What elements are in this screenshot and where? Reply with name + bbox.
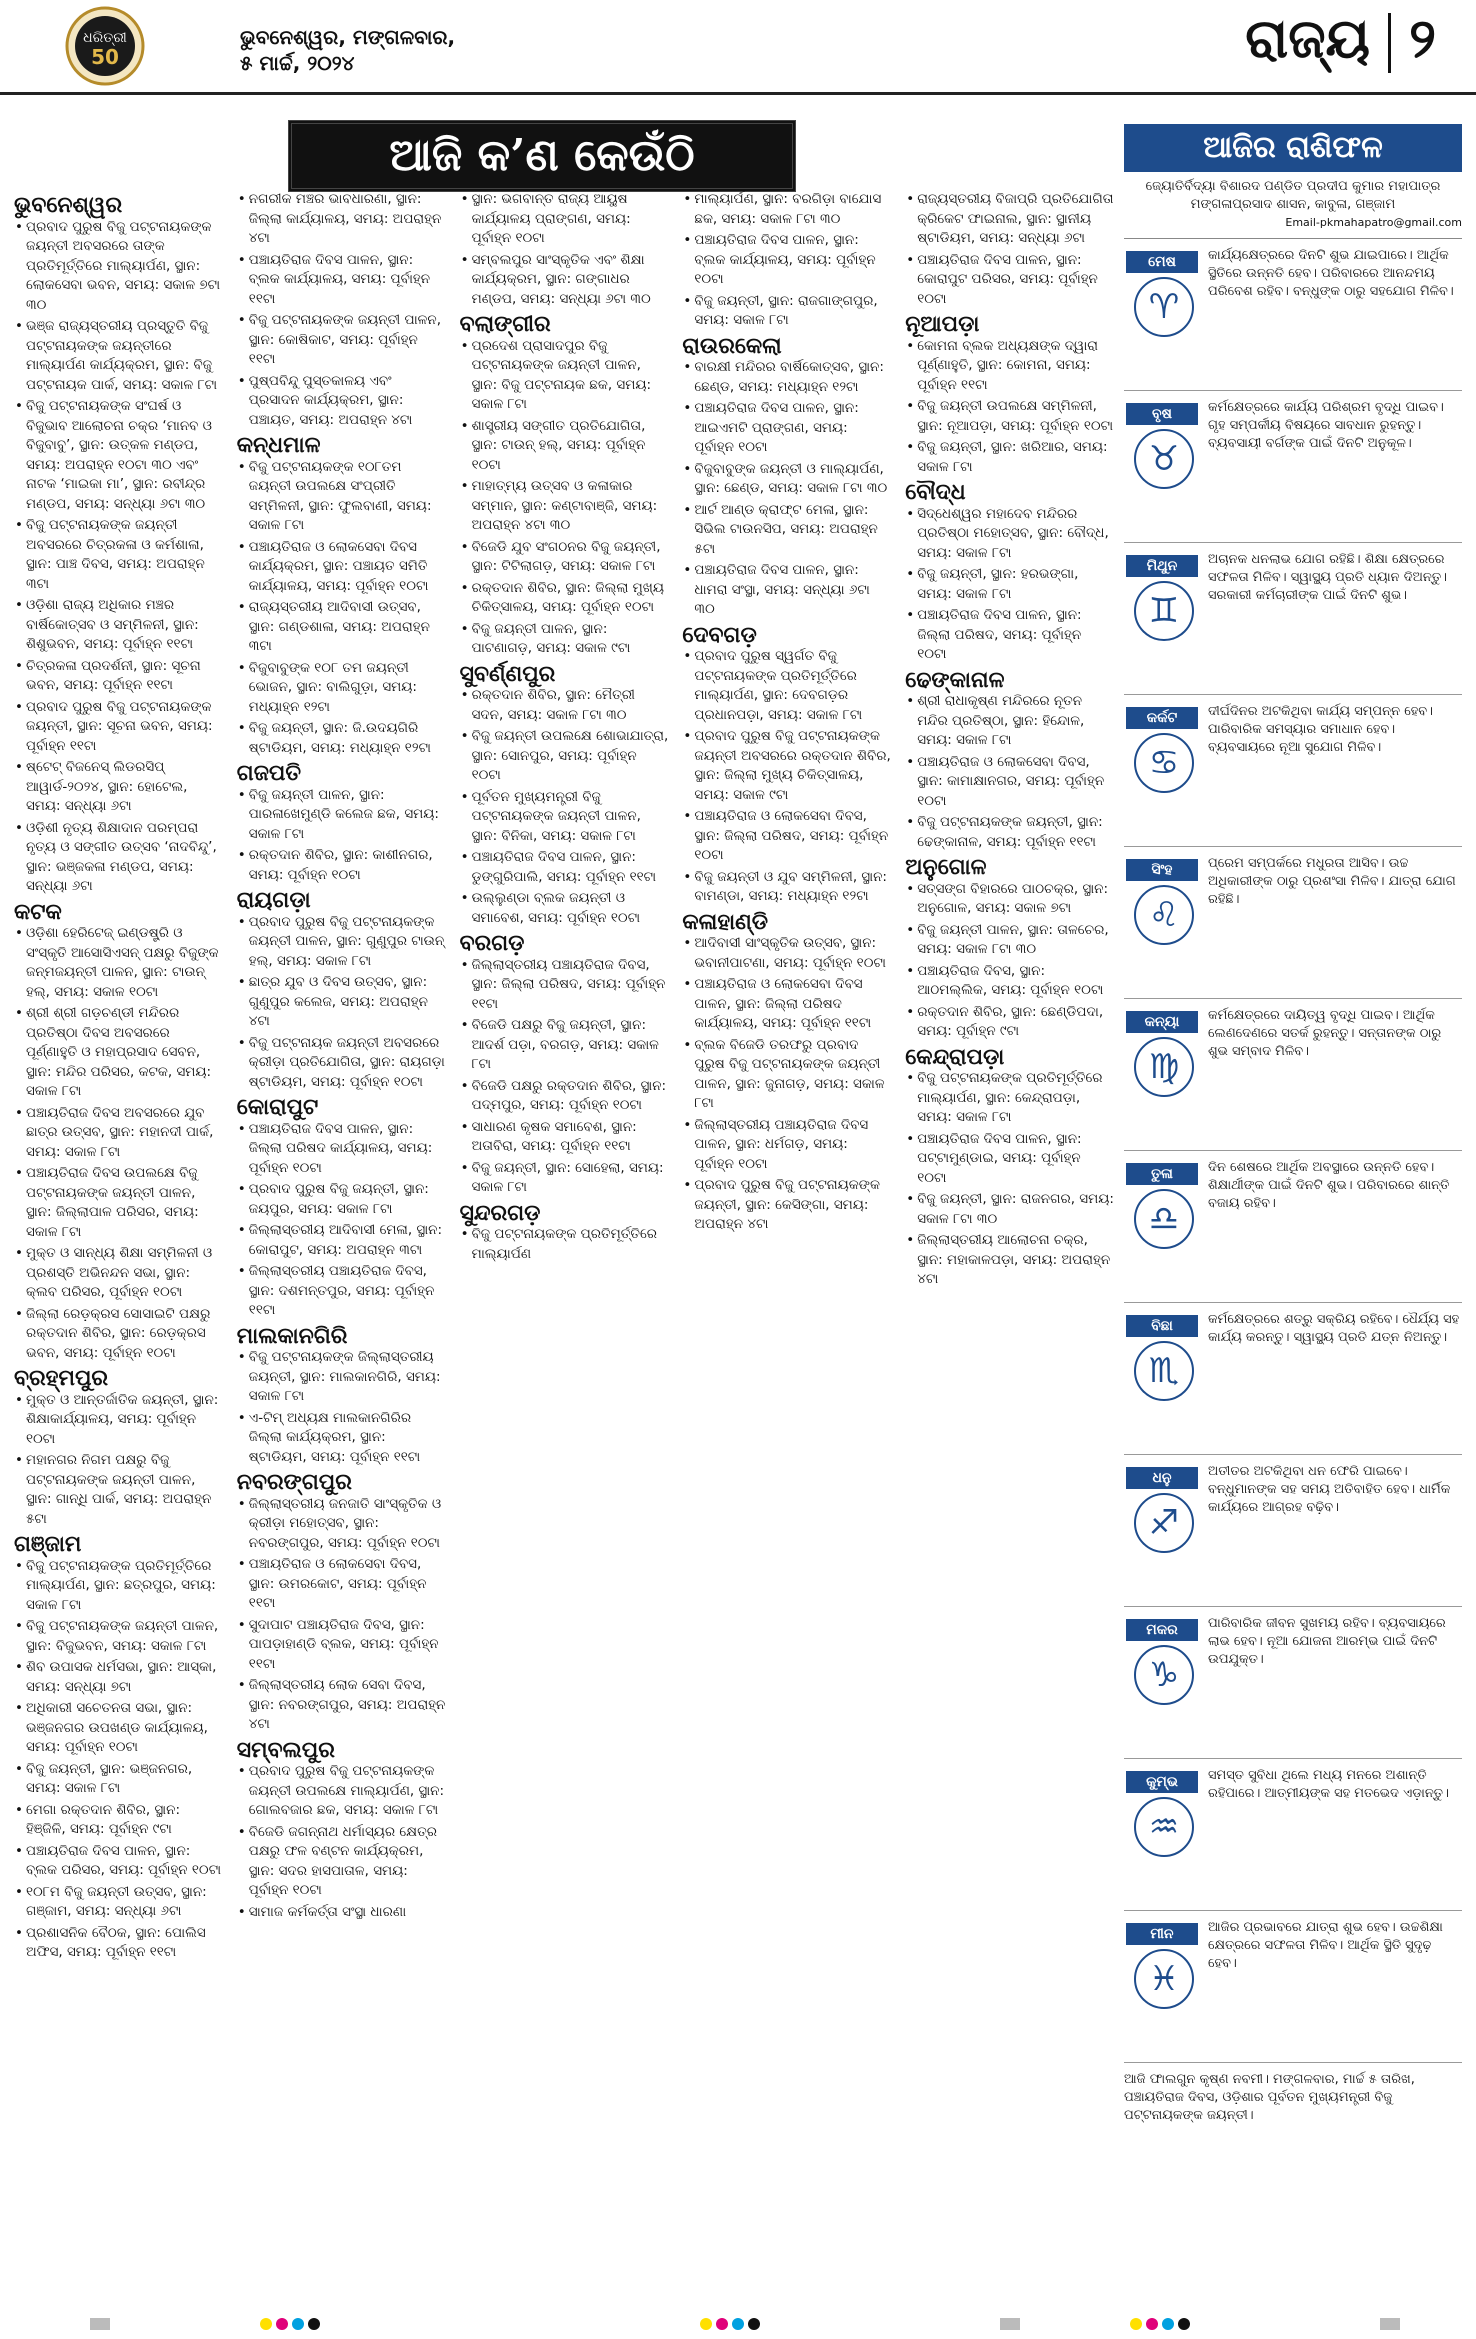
sign-forecast: ଅତୀତର ଅଟକିଥିବା ଧନ ଫେରି ପାଇବେ। ବନ୍ଧୁମାନଙ୍କ ସହ ସମୟ ଅତିବାହିତ ହେବ। ଧାର୍ମିକ କାର୍ଯ୍ୟରେ ଆଗ୍ରହ ବଢ଼ିବ। — [1208, 1464, 1451, 1515]
event-item: • ପଞ୍ଚାୟତିରାଜ ଦିବସ ପାଳନ, ସ୍ଥାନ: ଧାମରା ସଂସ୍ଥା, ସମୟ: ସନ୍ଧ୍ୟା ୬ଟା ୩୦ — [694, 561, 891, 620]
event-item: • ଜିଲ୍ଲାସ୍ତରୀୟ ପଞ୍ଚାୟତିରାଜ ଦିବସ ପାଳନ, ସ୍ଥାନ: ଧର୍ମଗଡ଼, ସମୟ: ପୂର୍ବାହ୍ନ ୧୦ଟା — [694, 1116, 891, 1175]
event-list — [905, 1069, 1114, 1290]
sign-entry — [1124, 1151, 1462, 1303]
event-list — [682, 934, 891, 1235]
district-heading: ସମ୍ବଲପୁର — [236, 1736, 335, 1763]
sign-forecast: ପାରିବାରିକ ଜୀବନ ସୁଖମୟ ରହିବ। ବ୍ୟବସାୟରେ ଲାଭ ହେବ। ନୂଆ ଯୋଜନା ଆରମ୍ଭ ପାଇଁ ଦିନଟି ଉପଯୁକ୍ତ। — [1208, 1616, 1446, 1667]
event-list — [460, 956, 669, 1198]
event-item: • ନଗରୀକ ମଞ୍ଚର ଭାବଧାରଣା, ସ୍ଥାନ: ଜିଲ୍ଲା କାର୍ଯ୍ୟାଳୟ, ସମୟ: ଅପରାହ୍ନ ୪ଟା — [249, 190, 446, 249]
color-registration-dot — [292, 2318, 304, 2330]
masthead — [0, 0, 1476, 95]
event-item: • ରକ୍ତଦାନ ଶିବିର, ସ୍ଥାନ: ଛେଣ୍ଡିପଦା, ସମୟ: ପୂର୍ବାହ୍ନ ୯ଟା — [917, 1003, 1114, 1042]
event-item: • ବିଜୁ ପଟ୍ଟନାୟକଙ୍କ ଜୟନ୍ତୀ ପାଳନ, ସ୍ଥାନ: ବିଜୁଭବନ, ସମୟ: ସକାଳ ୮ଟା — [26, 1617, 223, 1656]
event-list — [905, 880, 1114, 1042]
color-registration-dot — [1146, 2318, 1158, 2330]
event-item: • ବିଜୁ ଜୟନ୍ତୀ ପାଳନ, ସ୍ଥାନ: ତାଳଚେର, ସମୟ: ସକାଳ ୮ଟା ୩୦ — [917, 921, 1114, 960]
event-item: • ଅଧିକାରୀ ସଚେତନତା ସଭା, ସ୍ଥାନ: ଭଞ୍ଜନଗର ଉପଖଣ୍ଡ କାର୍ଯ୍ୟାଳୟ, ସମୟ: ପୂର୍ବାହ୍ନ ୧୦ଟା — [26, 1699, 223, 1758]
event-item: • ସମ୍ବଲପୁର ସାଂସ୍କୃତିକ ଏବଂ ଶିକ୍ଷା କାର୍ଯ୍ୟକ୍ରମ, ସ୍ଥାନ: ଗଙ୍ଗାଧର ମଣ୍ଡପ, ସମୟ: ସନ୍ଧ୍ୟା ୬ଟା ୩୦ — [472, 251, 669, 310]
district-heading: ବ୍ରହ୍ମପୁର — [14, 1365, 109, 1391]
event-item: • ବିଜୁ ଜୟନ୍ତୀ, ସ୍ଥାନ: ରାଜନଗର, ସମୟ: ସକାଳ ୮ଟା ୩୦ — [917, 1190, 1114, 1229]
district-heading: ଭୁବନେଶ୍ୱର — [14, 192, 123, 218]
title-separator — [1388, 13, 1391, 73]
event-item: • ଓଡ଼ିଶା ହେରିଟେଜ୍ ଇଣ୍ଡଷ୍ଟ୍ରି ଓ ସଂସ୍କୃତି ଆସୋସିଏସନ୍ ପକ୍ଷରୁ ବିଜୁଙ୍କ ଜନ୍ମଜୟନ୍ତୀ ପାଳନ, ସ୍ଥାନ: ଟାଉନ୍ ହଲ୍, ସମୟ: ସକାଳ ୧୦ଟା — [26, 924, 223, 1002]
event-item: • ଜିଲ୍ଲାସ୍ତରୀୟ ଆଲୋଚନା ଚକ୍ର, ସ୍ଥାନ: ମହାକାଳପଡ଼ା, ସମୟ: ଅପରାହ୍ନ ୪ଟା — [917, 1231, 1114, 1290]
event-item: • ସ୍ଥାନ: ଭଗବାନ୍ତ ରାଜ୍ୟ ଆୟୁଷ କାର୍ଯ୍ୟାଳୟ ପ୍ରାଙ୍ଗଣ, ସମୟ: ପୂର୍ବାହ୍ନ ୧୦ଟା — [472, 190, 669, 249]
event-list — [237, 1348, 446, 1467]
event-item: • ପଞ୍ଚାୟତିରାଜ ଦିବସ ପାଳନ, ସ୍ଥାନ: ଜିଲ୍ଲା ପରିଷଦ, ସମୟ: ପୂର୍ବାହ୍ନ ୧୦ଟା — [917, 606, 1114, 665]
credit-line-1: ଜ୍ୟୋତିର୍ବିଦ୍ୟା ବିଶାରଦ ପଣ୍ଡିତ ପ୍ରଦୀପ କୁମାର ମହାପାତ୍ର — [1145, 179, 1441, 194]
event-item: • ଉଲ୍ଲୁଣ୍ଡା ବ୍ଲକ ଜୟନ୍ତୀ ଓ ସମାବେଶ, ସମୟ: ପୂର୍ବାହ୍ନ ୧୦ଟା — [472, 889, 669, 928]
zodiac-icon: ♓ — [1134, 1949, 1194, 2009]
event-item: • ସାମାଜ କର୍ମକର୍ତ୍ତା ସଂସ୍ଥା ଧାରଣା — [249, 1903, 446, 1923]
district-heading: ନୂଆପଡ଼ା — [905, 311, 980, 337]
district-heading: ଦେବଗଡ଼ — [682, 621, 757, 648]
event-list — [237, 1495, 446, 1735]
color-registration-dot — [1162, 2318, 1174, 2330]
event-list — [14, 218, 223, 897]
gray-block-mark — [1000, 2318, 1020, 2330]
sign-entry — [1124, 695, 1462, 847]
event-item: • ବିଜୁ ପଟ୍ଟନାୟକଙ୍କ ପ୍ରତିମୂର୍ତ୍ତିରେ ମାଲ୍ୟାର୍ପଣ — [472, 1225, 669, 1264]
horoscope-credit — [1124, 172, 1462, 239]
district-heading: ସୁନ୍ଦରଗଡ଼ — [459, 1199, 541, 1226]
event-item: • ପୂର୍ବତନ ମୁଖ୍ୟମନ୍ତ୍ରୀ ବିଜୁ ପଟ୍ଟନାୟକଙ୍କ ଜୟନ୍ତୀ ପାଳନ, ସ୍ଥାନ: ବିନିକା, ସମୟ: ସକାଳ ୮ଟା — [472, 788, 669, 847]
event-list — [237, 913, 446, 1093]
event-item: • ଶିବ ଉପାସକ ଧର୍ମସଭା, ସ୍ଥାନ: ଆସ୍କା, ସମୟ: ସନ୍ଧ୍ୟା ୭ଟା — [26, 1658, 223, 1697]
event-item: • ପଞ୍ଚାୟତିରାଜ ଦିବସ ପାଳନ, ସ୍ଥାନ: ବ୍ଲକ କାର୍ଯ୍ୟାଳୟ, ସମୟ: ପୂର୍ବାହ୍ନ ୧୧ଟା — [249, 251, 446, 310]
panchang-note: ଆଜି ଫାଲଗୁନ କୃଷ୍ଣ ନବମୀ। ମଙ୍ଗଳବାର, ମାର୍ଚ୍ଚ ୫ ତାରିଖ, ପଞ୍ଚାୟତିରାଜ ଦିବସ, ଓଡ଼ିଶାର ପୂର୍ବତନ ମୁଖ୍ୟମନ୍ତ୍ରୀ ବିଜୁ ପଟ୍ଟନାୟକଙ୍କ ଜୟନ୍ତୀ। — [1124, 2072, 1415, 2123]
event-list — [14, 1557, 223, 1963]
event-item: • ବିଜୁ ଜୟନ୍ତୀ, ସ୍ଥାନ: ହରଭଙ୍ଗା, ସମୟ: ସକାଳ ୮ଟା — [917, 565, 1114, 604]
event-item: • ମୁକ୍ତ ଓ ସାନ୍ଧ୍ୟ ଶିକ୍ଷା ସମ୍ମିଳନୀ ଓ ପ୍ରଶସ୍ତି ଅଭିନନ୍ଦନ ସଭା, ସ୍ଥାନ: କ୍ଲବ ପରିସର, ପୂର୍ବାହ୍ନ ୧୦ଟା — [26, 1244, 223, 1303]
event-item: • ବିଜୁ ପଟ୍ଟନାୟକଙ୍କ ୧୦୮ତମ ଜୟନ୍ତୀ ଉପଲକ୍ଷେ ସଂପ୍ରୀତି ସମ୍ମିଳନୀ, ସ୍ଥାନ: ଫୁଲବାଣୀ, ସମୟ: ସକାଳ ୮ଟା — [249, 458, 446, 536]
event-item: • ବିଜୁ ପଟ୍ଟନାୟକଙ୍କ ଜିଲ୍ଲାସ୍ତରୀୟ ଜୟନ୍ତୀ, ସ୍ଥାନ: ମାଲକାନଗିରି, ସମୟ: ସକାଳ ୮ଟା — [249, 1348, 446, 1407]
sign-name-badge: ତୁଳା — [1126, 1163, 1198, 1185]
event-list — [905, 692, 1114, 852]
sign-name-badge: ମକର — [1126, 1619, 1198, 1641]
event-item: • ବିଜୁ ଜୟନ୍ତୀ ଉପଲକ୍ଷେ ସମ୍ମିଳନୀ, ସ୍ଥାନ: ନୂଆପଡ଼ା, ସମୟ: ପୂର୍ବାହ୍ନ ୧୦ଟା — [917, 397, 1114, 436]
district-heading: ବଲାଙ୍ଗୀର — [459, 311, 551, 337]
event-column — [905, 190, 1114, 2310]
date-line-1: ଭୁବନେଶ୍ୱର, ମଙ୍ଗଳବାର, — [240, 25, 456, 49]
event-item: • ପ୍ରବାଦ ପୁରୁଷ ସ୍ୱର୍ଗତ ବିଜୁ ପଟ୍ଟନାୟକଙ୍କ ପ୍ରତିମୂର୍ତ୍ତିରେ ମାଲ୍ୟାର୍ପଣ, ସ୍ଥାନ: ଦେବଗଡ଼ର ପ୍ରଧାନପଡ଼ା, ସମୟ: ସକାଳ ୮ଟା — [694, 647, 891, 725]
event-column — [237, 190, 446, 2310]
event-item: • ବିଜୁ ଜୟନ୍ତୀ, ସ୍ଥାନ: ଭଞ୍ଜନଗର, ସମୟ: ସକାଳ ୮ଟା — [26, 1760, 223, 1799]
event-item: • ପ୍ରବାଦ ପୁରୁଷ ବିଜୁ ପଟ୍ଟନାୟକଙ୍କ ଜୟନ୍ତୀ ଉପଲକ୍ଷେ ମାଲ୍ୟାର୍ପଣ, ସ୍ଥାନ: ଗୋଲବଜାର ଛକ, ସମୟ: ସକାଳ ୮ଟା — [249, 1762, 446, 1821]
sign-entry — [1124, 239, 1462, 391]
district-heading: ଗଜପତି — [236, 760, 302, 786]
event-item: • ଓଡ଼ିଶା ରାଜ୍ୟ ଅଧିକାର ମଞ୍ଚର ବାର୍ଷିକୋତ୍ସବ ଓ ସମ୍ମିଳନୀ, ସ୍ଥାନ: ଶିଶୁଭବନ, ସମୟ: ପୂର୍ବାହ୍ନ ୧୧ଟା — [26, 596, 223, 655]
newspaper-logo — [40, 6, 170, 86]
registration-marks — [0, 2316, 1476, 2332]
event-item: • ପୁଷ୍ପବିନ୍ଦୁ ପୁସ୍ତକାଳୟ ଏବଂ ପ୍ରସାଦନ କାର୍ଯ୍ୟକ୍ରମ, ସ୍ଥାନ: ପଞ୍ଚାୟତ, ସମୟ: ଅପରାହ୍ନ ୪ଟା — [249, 372, 446, 431]
banner-title: ଆଜି କ’ଣ କେଉଁଠି — [288, 120, 796, 192]
sign-forecast: ଅଚାନକ ଧନଲାଭ ଯୋଗ ରହିଛି। ଶିକ୍ଷା କ୍ଷେତ୍ରରେ ସଫଳତା ମିଳିବ। ସ୍ୱାସ୍ଥ୍ୟ ପ୍ରତି ଧ୍ୟାନ ଦିଅନ୍ତୁ। ସରକାରୀ କର୍ମଚାରୀଙ୍କ ପାଇଁ ଦିନଟି ଶୁଭ। — [1208, 552, 1447, 603]
event-item: • ଶ୍ରୀ ଶ୍ରୀ ଗଡ଼ଚଣ୍ଡୀ ମନ୍ଦିରର ପ୍ରତିଷ୍ଠା ଦିବସ ଅବସରରେ ପୂର୍ଣ୍ଣାହୁତି ଓ ମହାପ୍ରସାଦ ସେବନ, ସ୍ଥାନ: ମନ୍ଦିର ପରିସର, କଟକ, ସମୟ: ସକାଳ ୮ଟା — [26, 1004, 223, 1102]
event-item: • ବିଜୁ ପଟ୍ଟନାୟକଙ୍କ ଜୟନ୍ତୀ ପାଳନ, ସ୍ଥାନ: କୋଷିକାଟ, ସମୟ: ପୂର୍ବାହ୍ନ ୧୧ଟା — [249, 311, 446, 370]
sign-forecast: କର୍ମକ୍ଷେତ୍ରରେ ଦାୟିତ୍ୱ ବୃଦ୍ଧି ପାଇବ। ଆର୍ଥିକ ଲେଣଦେଣରେ ସତର୍କ ରୁହନ୍ତୁ। ସନ୍ତାନଙ୍କ ଠାରୁ ଶୁଭ ସମ୍ବାଦ ମିଳିବ। — [1208, 1008, 1442, 1059]
sign-entry — [1124, 543, 1462, 695]
zodiac-icon: ♉ — [1134, 429, 1194, 489]
event-item: • ବିଜୁ ଜୟନ୍ତୀ ପାଳନ, ସ୍ଥାନ: ପାରଳାଖେମୁଣ୍ଡି କଲେଜ ଛକ, ସମୟ: ସକାଳ ୮ଟା — [249, 786, 446, 845]
sign-entry — [1124, 1759, 1462, 1911]
event-item: • ବିଜୁ ପଟ୍ଟନାୟକଙ୍କ ଜୟନ୍ତୀ, ସ୍ଥାନ: ଢେଙ୍କାନାଳ, ସମୟ: ପୂର୍ବାହ୍ନ ୧୧ଟା — [917, 813, 1114, 852]
event-item: • ସାଧାରଣ କୃଷକ ସମାବେଶ, ସ୍ଥାନ: ଅତାବିରା, ସମୟ: ପୂର୍ବାହ୍ନ ୧୧ଟା — [472, 1118, 669, 1157]
svg-text:50: 50 — [91, 45, 119, 69]
district-heading: ଗଞ୍ଜାମ — [14, 1531, 82, 1557]
gray-block-mark — [1380, 2318, 1400, 2330]
event-item: • ପ୍ରଦେଶ ପ୍ରାସାଦପୁର ବିଜୁ ପଟ୍ଟନାୟକଙ୍କ ଜୟନ୍ତୀ ପାଳନ, ସ୍ଥାନ: ବିଜୁ ପଟ୍ଟନାୟକ ଛକ, ସମୟ: ସକାଳ ୮ଟା — [472, 337, 669, 415]
sign-name-badge: ବୃଷ — [1126, 403, 1198, 425]
sign-forecast: ଆଜିର ପ୍ରଭାବରେ ଯାତ୍ରା ଶୁଭ ହେବ। ଉଚ୍ଚଶିକ୍ଷା କ୍ଷେତ୍ରରେ ସଫଳତା ମିଳିବ। ଆର୍ଥିକ ସ୍ଥିତି ସୁଦୃଢ଼ ହେବ। — [1208, 1920, 1443, 1971]
event-item: • ପଞ୍ଚାୟତିରାଜ ଓ ଲୋକସେବା ଦିବସ ପାଳନ, ସ୍ଥାନ: ଜିଲ୍ଲା ପରିଷଦ କାର୍ଯ୍ୟାଳୟ, ସମୟ: ପୂର୍ବାହ୍ନ ୧୧ଟା — [694, 975, 891, 1034]
event-item: • ମେଗା ରକ୍ତଦାନ ଶିବିର, ସ୍ଥାନ: ହିଞ୍ଜିଳି, ସମୟ: ପୂର୍ବାହ୍ନ ୯ଟା — [26, 1801, 223, 1840]
district-heading: ସୁବର୍ଣ୍ଣପୁର — [459, 660, 556, 687]
district-heading: କଟକ — [14, 898, 62, 925]
sign-entry — [1124, 391, 1462, 543]
event-item: • ବିଜୁ ଜୟନ୍ତୀ ପାଳନ, ସ୍ଥାନ: ପାଟଣାଗଡ଼, ସମୟ: ସକାଳ ୯ଟା — [472, 620, 669, 659]
sign-entry — [1124, 1911, 1462, 2063]
sign-entry — [1124, 1303, 1462, 1455]
event-item: • ବିଜୁ ପଟ୍ଟନାୟକ ଜୟନ୍ତୀ ଅବସରରେ କ୍ରୀଡ଼ା ପ୍ରତିଯୋଗିତା, ସ୍ଥାନ: ରାୟଗଡ଼ା ଷ୍ଟାଡିୟମ, ସମୟ: ପୂର୍ବାହ୍ନ ୧୦ଟା — [249, 1034, 446, 1093]
event-item: • ଶ୍ରୀ ରାଧାକୃଷ୍ଣ ମନ୍ଦିରରେ ନୂତନ ମନ୍ଦିର ପ୍ରତିଷ୍ଠା, ସ୍ଥାନ: ହିନ୍ଦୋଳ, ସମୟ: ସକାଳ ୮ଟା — [917, 692, 1114, 751]
event-item: • ପଞ୍ଚାୟତିରାଜ ଓ ଲୋକସେବା ଦିବସ, ସ୍ଥାନ: ଉମରକୋଟ, ସମୟ: ପୂର୍ବାହ୍ନ ୧୧ଟା — [249, 1555, 446, 1614]
sign-name-badge: ସିଂହ — [1126, 859, 1198, 881]
event-list — [237, 190, 446, 430]
event-item: • ପଞ୍ଚାୟତିରାଜ ଦିବସ ଉପଲକ୍ଷେ ବିଜୁ ପଟ୍ଟନାୟକଙ୍କ ଜୟନ୍ତୀ ପାଳନ, ସ୍ଥାନ: ଜିଲ୍ଲାପାଳ ପରିସର, ସମୟ: ସକାଳ ୮ଟା — [26, 1164, 223, 1242]
event-item: • ପଞ୍ଚାୟତିରାଜ ଦିବସ ପାଳନ, ସ୍ଥାନ: ବ୍ଲକ କାର୍ଯ୍ୟାଳୟ, ସମୟ: ପୂର୍ବାହ୍ନ ୧୦ଟା — [694, 231, 891, 290]
sign-entry — [1124, 1607, 1462, 1759]
district-heading: ରାୟଗଡ଼ା — [236, 887, 311, 913]
event-list — [14, 1391, 223, 1530]
sign-name-badge: ଧନୁ — [1126, 1467, 1198, 1489]
event-item: • ଛାତ୍ର ଯୁବ ଓ ଦିବସ ଉତ୍ସବ, ସ୍ଥାନ: ଗୁଣୁପୁର କଲେଜ, ସମୟ: ଅପରାହ୍ନ ୪ଟା — [249, 973, 446, 1032]
event-item: • ବିଜୁ ଜୟନ୍ତୀ ଓ ଯୁବ ସମ୍ମିଳନୀ, ସ୍ଥାନ: ବାମଣ୍ଡା, ସମୟ: ମଧ୍ୟାହ୍ନ ୧୨ଟା — [694, 868, 891, 907]
event-item: • ବିଜେଡି ପକ୍ଷରୁ ବିଜୁ ଜୟନ୍ତୀ, ସ୍ଥାନ: ଆଦର୍ଶ ପଡ଼ା, ବରଗଡ଼, ସମୟ: ସକାଳ ୮ଟା — [472, 1016, 669, 1075]
event-item: • ମାହାତ୍ମ୍ୟ ଉତ୍ସବ ଓ କଳାକାର ସମ୍ମାନ, ସ୍ଥାନ: କଣ୍ଟାବାଞ୍ଜି, ସମୟ: ଅପରାହ୍ନ ୪ଟା ୩୦ — [472, 477, 669, 536]
district-heading: କୋରାପୁଟ — [236, 1094, 319, 1120]
event-item: • ଜିଲ୍ଲା ରେଡ଼କ୍ରସ ସୋସାଇଟି ପକ୍ଷରୁ ରକ୍ତଦାନ ଶିବିର, ସ୍ଥାନ: ରେଡ଼କ୍ରସ ଭବନ, ସମୟ: ପୂର୍ବାହ୍ନ ୧୦ଟା — [26, 1305, 223, 1364]
color-registration-dot — [260, 2318, 272, 2330]
event-list — [682, 647, 891, 907]
district-heading: ବୌଦ୍ଧ — [905, 479, 966, 505]
event-item: • ଜିଲ୍ଲାସ୍ତରୀୟ ଜନଜାତି ସାଂସ୍କୃତିକ ଓ କ୍ରୀଡ଼ା ମହୋତ୍ସବ, ସ୍ଥାନ: ନବରଙ୍ଗପୁର, ସମୟ: ପୂର୍ବାହ୍ନ ୧୦ଟା — [249, 1495, 446, 1554]
event-item: • ଭଞ୍ଜ ରାଜ୍ୟସ୍ତରୀୟ ପ୍ରସ୍ତୁତି ବିଜୁ ପଟ୍ଟନାୟକଙ୍କ ଜୟନ୍ତୀରେ ମାଲ୍ୟାର୍ପଣ କାର୍ଯ୍ୟକ୍ରମ, ସ୍ଥାନ: ବିଜୁ ପଟ୍ଟନାୟକ ପାର୍କ, ସମୟ: ସକାଳ ୮ଟା — [26, 317, 223, 395]
event-item: • ଜିଲ୍ଲାସ୍ତରୀୟ ଆଦିବାସୀ ମେଳା, ସ୍ଥାନ: କୋରାପୁଟ, ସମୟ: ଅପରାହ୍ନ ୩ଟା — [249, 1221, 446, 1260]
event-item: • ବିଜୁବାବୁଙ୍କ ୧୦୮ ତମ ଜୟନ୍ତୀ ଭୋଜନ, ସ୍ଥାନ: ବାଲିଗୁଡ଼ା, ସମୟ: ମଧ୍ୟାହ୍ନ ୧୨ଟା — [249, 659, 446, 718]
event-item: • ରକ୍ତଦାନ ଶିବିର, ସ୍ଥାନ: ଜିଲ୍ଲା ମୁଖ୍ୟ ଚିକିତ୍ସାଳୟ, ସମୟ: ପୂର୍ବାହ୍ନ ୧୦ଟା — [472, 579, 669, 618]
event-item: • ସତ୍ସଙ୍ଗ ବିହାରରେ ପାଠଚକ୍ର, ସ୍ଥାନ: ଅନୁଗୋଳ, ସମୟ: ସକାଳ ୭ଟା — [917, 880, 1114, 919]
zodiac-icon: ♒ — [1134, 1797, 1194, 1857]
event-item: • ପଞ୍ଚାୟତିରାଜ ଓ ଲୋକସେବା ଦିବସ, ସ୍ଥାନ: କାମାକ୍ଷାନଗର, ସମୟ: ପୂର୍ବାହ୍ନ ୧୦ଟା — [917, 753, 1114, 812]
page-number: ୨ — [1409, 6, 1436, 70]
event-item: • ପଞ୍ଚାୟତିରାଜ ଦିବସ ପାଳନ, ସ୍ଥାନ: ବ୍ଲକ ପରିସର, ସମୟ: ପୂର୍ବାହ୍ନ ୧୦ଟା — [26, 1842, 223, 1881]
event-item: • ବାରକ୍ଷୀ ମନ୍ଦିରର ବାର୍ଷିକୋତ୍ସବ, ସ୍ଥାନ: ଛେଣ୍ଡ, ସମୟ: ମଧ୍ୟାହ୍ନ ୧୨ଟା — [694, 358, 891, 397]
event-item: • ରାଜ୍ୟସ୍ତରୀୟ ଆଦିବାସୀ ଉତ୍ସବ, ସ୍ଥାନ: ଗଣ୍ଡଶାଳା, ସମୟ: ଅପରାହ୍ନ ୩ଟା — [249, 598, 446, 657]
district-heading: ରାଉରକେଲା — [682, 332, 782, 359]
district-heading: କନ୍ଧମାଳ — [236, 432, 321, 458]
event-list — [237, 458, 446, 759]
zodiac-icon: ♊ — [1134, 581, 1194, 641]
sign-name-badge: ମିଥୁନ — [1126, 555, 1198, 577]
district-heading: ନବରଙ୍ଗପୁର — [236, 1469, 352, 1495]
event-item: • ପ୍ରବାଦ ପୁରୁଷ ବିଜୁ ପଟ୍ଟନାୟକଙ୍କ ଜୟନ୍ତୀ ପାଳନ, ସ୍ଥାନ: ଗୁଣୁପୁର ଟାଉନ୍ ହଲ୍, ସମୟ: ସକାଳ ୮ଟା — [249, 913, 446, 972]
event-item: • ଚିତ୍ରକଳା ପ୍ରଦର୍ଶନୀ, ସ୍ଥାନ: ସୂଚନା ଭବନ, ସମୟ: ପୂର୍ବାହ୍ନ ୧୧ଟା — [26, 657, 223, 696]
event-item: • ପଞ୍ଚାୟତିରାଜ ଓ ଲୋକସେବା ଦିବସ କାର୍ଯ୍ୟକ୍ରମ, ସ୍ଥାନ: ପଞ୍ଚାୟତ ସମିତି କାର୍ଯ୍ୟାଳୟ, ସମୟ: ପୂର୍ବାହ୍ନ ୧୦ଟା — [249, 538, 446, 597]
district-heading: କେନ୍ଦ୍ରାପଡ଼ା — [905, 1043, 1005, 1070]
event-item: • ଜିଲ୍ଲାସ୍ତରୀୟ ପଞ୍ଚାୟତିରାଜ ଦିବସ, ସ୍ଥାନ: ଦଶମନ୍ତପୁର, ସମୟ: ପୂର୍ବାହ୍ନ ୧୧ଟା — [249, 1262, 446, 1321]
sign-name-badge: କୁମ୍ଭ — [1126, 1771, 1198, 1793]
zodiac-icon: ♎ — [1134, 1189, 1194, 1249]
sign-name-badge: ମୀନ — [1126, 1923, 1198, 1945]
color-registration-dot — [700, 2318, 712, 2330]
event-column — [460, 190, 669, 2310]
event-item: • ବିଜେଡି ଯୁବ ସଂଗଠନର ବିଜୁ ଜୟନ୍ତୀ, ସ୍ଥାନ: ଟିଟିଲାଗଡ଼, ସମୟ: ସକାଳ ୮ଟା — [472, 538, 669, 577]
event-item: • ଜିଲ୍ଲାସ୍ତରୀୟ ଲୋକ ସେବା ଦିବସ, ସ୍ଥାନ: ନବରଙ୍ଗପୁର, ସମୟ: ଅପରାହ୍ନ ୪ଟା — [249, 1676, 446, 1735]
section-name: ରାଜ୍ୟ — [1245, 6, 1371, 70]
color-registration-dot — [1130, 2318, 1142, 2330]
section-title — [1245, 6, 1436, 73]
color-registration-dot — [716, 2318, 728, 2330]
event-item: • ପଞ୍ଚାୟତିରାଜ ଦିବସ ପାଳନ, ସ୍ଥାନ: ଡୁଙ୍ଗୁରିପାଲି, ସମୟ: ପୂର୍ବାହ୍ନ ୧୧ଟା — [472, 848, 669, 887]
event-item: • ଏ-ଟିମ୍ ଅଧ୍ୟକ୍ଷ ମାଲକାନଗିରିର ଜିଲ୍ଲା କାର୍ଯ୍ୟକ୍ରମ, ସ୍ଥାନ: ଷ୍ଟାଡିୟମ, ସମୟ: ପୂର୍ବାହ୍ନ ୧୧ଟା — [249, 1409, 446, 1468]
sign-entry — [1124, 847, 1462, 999]
event-item: • ୧୦୮ମ ବିଜୁ ଜୟନ୍ତୀ ଉତ୍ସବ, ସ୍ଥାନ: ଗଞ୍ଜାମ, ସମୟ: ସନ୍ଧ୍ୟା ୬ଟା — [26, 1883, 223, 1922]
sign-forecast: ଦୀର୍ଘଦିନର ଅଟକିଥିବା କାର୍ଯ୍ୟ ସମ୍ପନ୍ନ ହେବ। ପାରିବାରିକ ସମସ୍ୟାର ସମାଧାନ ହେବ। ବ୍ୟବସାୟରେ ନୂଆ ସୁଯୋଗ ମିଳିବ। — [1208, 704, 1434, 755]
event-item: • ପଞ୍ଚାୟତିରାଜ ଦିବସ ପାଳନ, ସ୍ଥାନ: କୋରାପୁଟ ପରିସର, ସମୟ: ପୂର୍ବାହ୍ନ ୧୦ଟା — [917, 251, 1114, 310]
event-columns — [14, 190, 1114, 2310]
color-registration-dot — [732, 2318, 744, 2330]
event-item: • ପ୍ରଶାସନିକ ବୈଠକ, ସ୍ଥାନ: ପୋଲିସ ଅଫିସ, ସମୟ: ପୂର୍ବାହ୍ନ ୧୧ଟା — [26, 1924, 223, 1963]
event-item: • ବିଜୁବାବୁଙ୍କ ଜୟନ୍ତୀ ଓ ମାଲ୍ୟାର୍ପଣ, ସ୍ଥାନ: ଛେଣ୍ଡ, ସମୟ: ସକାଳ ୮ଟା ୩୦ — [694, 460, 891, 499]
event-item: • ପଞ୍ଚାୟତିରାଜ ଦିବସ ଅବସରରେ ଯୁବ ଛାତ୍ର ଉତ୍ସବ, ସ୍ଥାନ: ମହାନଦୀ ପାର୍କ, ସମୟ: ସକାଳ ୮ଟା — [26, 1104, 223, 1163]
event-column — [682, 190, 891, 2310]
event-item: • ସିଦ୍ଧେଶ୍ୱର ମହାଦେବ ମନ୍ଦିରର ପ୍ରତିଷ୍ଠା ମହୋତ୍ସବ, ସ୍ଥାନ: ବୌଦ୍ଧ, ସମୟ: ସକାଳ ୮ଟା — [917, 505, 1114, 564]
event-item: • ବିଜୁ ଜୟନ୍ତୀ, ସ୍ଥାନ: ସୋହେଲା, ସମୟ: ସକାଳ ୮ଟା — [472, 1159, 669, 1198]
color-registration-dot — [276, 2318, 288, 2330]
sign-name-badge: ମେଷ — [1126, 251, 1198, 273]
event-item: • ବିଜେଡି ଜଗନ୍ନାଥ ଧର୍ମାସ୍ୟର କ୍ଷେତ୍ର ପକ୍ଷରୁ ଫଳ ବଣ୍ଟନ କାର୍ଯ୍ୟକ୍ରମ, ସ୍ଥାନ: ସଦର ହାସପାତାଳ, ସମୟ: ପୂର୍ବାହ୍ନ ୧୦ଟା — [249, 1823, 446, 1901]
event-item: • ପ୍ରବାଦ ପୁରୁଷ ବିଜୁ ପଟ୍ଟନାୟକଙ୍କ ଜୟନ୍ତୀ, ସ୍ଥାନ: କେସିଙ୍ଗା, ସମୟ: ଅପରାହ୍ନ ୪ଟା — [694, 1176, 891, 1235]
credit-line-2: ମଙ୍ଗଳାପ୍ରସାଦ ଶାସନ, କାବୁଳା, ଗଞ୍ଜାମ — [1190, 197, 1396, 212]
district-heading: ମାଲକାନଗିରି — [236, 1322, 348, 1349]
zodiac-icon: ♋ — [1134, 733, 1194, 793]
event-item: • କୋମନା ବ୍ଲକ ଅଧ୍ୟକ୍ଷଙ୍କ ଦ୍ୱାରା ପୂର୍ଣ୍ଣାହୁତି, ସ୍ଥାନ: କୋମନା, ସମୟ: ପୂର୍ବାହ୍ନ ୧୧ଟା — [917, 337, 1114, 396]
sign-name-badge: କର୍କଟ — [1126, 707, 1198, 729]
event-item: • ବିଜୁ ପଟ୍ଟନାୟକଙ୍କ ଜୟନ୍ତୀ ଅବସରରେ ଚିତ୍ରକଳା ଓ କର୍ମଶାଳା, ସ୍ଥାନ: ପାଞ୍ଚ ଦିବସ, ସମୟ: ଅପରାହ୍ନ ୩ଟା — [26, 516, 223, 594]
sign-forecast: କର୍ମକ୍ଷେତ୍ରରେ ଶତ୍ରୁ ସକ୍ରିୟ ରହିବେ। ଧୈର୍ଯ୍ୟ ସହ କାର୍ଯ୍ୟ କରନ୍ତୁ। ସ୍ୱାସ୍ଥ୍ୟ ପ୍ରତି ଯତ୍ନ ନିଅନ୍ତୁ। — [1208, 1312, 1460, 1345]
zodiac-icon: ♈ — [1134, 277, 1194, 337]
event-item: • ବ୍ଲକ ବିଜେଡି ତରଫରୁ ପ୍ରବାଦ ପୁରୁଷ ବିଜୁ ପଟ୍ଟନାୟକଙ୍କ ଜୟନ୍ତୀ ପାଳନ, ସ୍ଥାନ: ଜୁନାଗଡ଼, ସମୟ: ସକାଳ ୮ଟା — [694, 1036, 891, 1114]
dateline — [240, 24, 455, 76]
event-item: • ବିଜୁ ଜୟନ୍ତୀ, ସ୍ଥାନ: ଖରିଆର, ସମୟ: ସକାଳ ୮ଟା — [917, 438, 1114, 477]
event-item: • ପ୍ରବାଦ ପୁରୁଷ ବିଜୁ ପଟ୍ଟନାୟକଙ୍କ ଜୟନ୍ତୀ ଅବସରରେ ତାଙ୍କ ପ୍ରତିମୂର୍ତ୍ତିରେ ମାଲ୍ୟାର୍ପଣ, ସ୍ଥାନ: ଲୋକସେବା ଭବନ, ସମୟ: ସକାଳ ୭ଟା ୩୦ — [26, 218, 223, 316]
event-list — [460, 1225, 669, 1264]
event-item: • ରାଜ୍ୟସ୍ତରୀୟ ବିଜାପ୍ରି ପ୍ରତିଯୋଗିତା କ୍ରିକେଟ ଫାଇନାଲ, ସ୍ଥାନ: ସ୍ଥାନୀୟ ଷ୍ଟାଡିୟମ, ସମୟ: ସନ୍ଧ୍ୟା ୬ଟା — [917, 190, 1114, 249]
zodiac-icon: ♐ — [1134, 1493, 1194, 1553]
event-item: • ପଞ୍ଚାୟତିରାଜ ଦିବସ ପାଳନ, ସ୍ଥାନ: ଆଇଏମଟି ପ୍ରାଙ୍ଗଣ, ସମୟ: ପୂର୍ବାହ୍ନ ୧୦ଟା — [694, 399, 891, 458]
event-item: • ବିଜୁ ଜୟନ୍ତୀ ଉପଲକ୍ଷେ ଶୋଭାଯାତ୍ରା, ସ୍ଥାନ: ସୋନପୁର, ସମୟ: ପୂର୍ବାହ୍ନ ୧୦ଟା — [472, 727, 669, 786]
zodiac-icon: ♑ — [1134, 1645, 1194, 1705]
sign-forecast: କାର୍ଯ୍ୟକ୍ଷେତ୍ରରେ ଦିନଟି ଶୁଭ ଯାଇପାରେ। ଆର୍ଥିକ ସ୍ଥିତିରେ ଉନ୍ନତି ହେବ। ପରିବାରରେ ଆନନ୍ଦମୟ ପରିବେଶ ରହିବ। ବନ୍ଧୁଙ୍କ ଠାରୁ ସହଯୋଗ ମିଳିବ। — [1208, 248, 1454, 299]
event-list — [905, 337, 1114, 478]
event-item: • ପ୍ରବାଦ ପୁରୁଷ ବିଜୁ ଜୟନ୍ତୀ, ସ୍ଥାନ: ଜୟପୁର, ସମୟ: ସକାଳ ୮ଟା — [249, 1180, 446, 1219]
event-item: • ବିଜେଡି ପକ୍ଷରୁ ରକ୍ତଦାନ ଶିବିର, ସ୍ଥାନ: ପଦ୍ମପୁର, ସମୟ: ପୂର୍ବାହ୍ନ ୧୦ଟା — [472, 1077, 669, 1116]
event-item: • ସୁଦାପାଟ ପଞ୍ଚାୟତିରାଜ ଦିବସ, ସ୍ଥାନ: ପାପଡ଼ାହାଣ୍ଡି ବ୍ଲକ, ସମୟ: ପୂର୍ବାହ୍ନ ୧୧ଟା — [249, 1616, 446, 1675]
gray-block-mark — [90, 2318, 110, 2330]
sign-forecast: ସମସ୍ତ ସୁବିଧା ଥିଲେ ମଧ୍ୟ ମନରେ ଅଶାନ୍ତି ରହିପାରେ। ଆତ୍ମୀୟଙ୍କ ସହ ମତଭେଦ ଏଡ଼ାନ୍ତୁ। — [1208, 1768, 1449, 1801]
sign-forecast: ପ୍ରେମ ସମ୍ପର୍କରେ ମଧୁରତା ଆସିବ। ଉଚ୍ଚ ଅଧିକାରୀଙ୍କ ଠାରୁ ପ୍ରଶଂସା ମିଳିବ। ଯାତ୍ରା ଯୋଗ ରହିଛି। — [1208, 856, 1456, 907]
event-item: • ମାଲ୍ୟାର୍ପଣ, ସ୍ଥାନ: ବରଗିଡ଼ା ବାଯୋସ ଛକ, ସମୟ: ସକାଳ ୮ଟା ୩୦ — [694, 190, 891, 229]
credit-email: Email-pkmahapatro@gmail.com — [1285, 216, 1462, 229]
event-column — [14, 190, 223, 2310]
event-list — [905, 505, 1114, 665]
event-list — [237, 786, 446, 886]
event-list — [14, 924, 223, 1363]
event-item: • ବିଜୁ ପଟ୍ଟନାୟକଙ୍କ ପ୍ରତିମୂର୍ତ୍ତିରେ ମାଲ୍ୟାର୍ପଣ, ସ୍ଥାନ: ଛତ୍ରପୁର, ସମୟ: ସକାଳ ୮ଟା — [26, 1557, 223, 1616]
district-heading: ଢେଙ୍କାନାଳ — [905, 666, 1005, 693]
event-item: • ପଞ୍ଚାୟତିରାଜ ଦିବସ ପାଳନ, ସ୍ଥାନ: ପଟ୍ଟାମୁଣ୍ଡାଇ, ସମୟ: ପୂର୍ବାହ୍ନ ୧୦ଟା — [917, 1130, 1114, 1189]
event-item: • ରକ୍ତଦାନ ଶିବିର, ସ୍ଥାନ: କାଶୀନଗର, ସମୟ: ପୂର୍ବାହ୍ନ ୧୦ଟା — [249, 846, 446, 885]
color-registration-dot — [1178, 2318, 1190, 2330]
event-list — [460, 190, 669, 309]
event-list — [460, 337, 669, 659]
sign-entry — [1124, 999, 1462, 1151]
event-item: • ମୁକ୍ତ ଓ ଆନ୍ତର୍ଜାତିକ ଜୟନ୍ତୀ, ସ୍ଥାନ: ଶିକ୍ଷାକାର୍ଯ୍ୟାଳୟ, ସମୟ: ପୂର୍ବାହ୍ନ ୧୦ଟା — [26, 1391, 223, 1450]
event-item: • ବିଜୁ ପଟ୍ଟନାୟକଙ୍କ ସଂଘର୍ଷ ଓ ବିଜୁଭାବ ଆଲୋଚନା ଚକ୍ର ‘ମାନବ ଓ ବିଜୁବାବୁ’, ସ୍ଥାନ: ଉତ୍କଳ ମଣ୍ଡପ, ସମୟ: ଅପରାହ୍ନ ୧୦ଟା ୩୦ ଏବଂ ନାଟକ ‘ମାଇକା ମା’, ସ୍ଥାନ: ରବୀନ୍ଦ୍ର ମଣ୍ଡପ, ସମୟ: ସନ୍ଧ୍ୟା ୬ଟା ୩୦ — [26, 397, 223, 514]
svg-text:ଧରିତ୍ରୀ: ଧରିତ୍ରୀ — [83, 30, 127, 46]
event-item: • ପଞ୍ଚାୟତିରାଜ ଦିବସ, ସ୍ଥାନ: ଆଠମଲ୍ଲିକ, ସମୟ: ପୂର୍ବାହ୍ନ ୧୦ଟା — [917, 962, 1114, 1001]
event-item: • ମହାନଗର ନିଗମ ପକ୍ଷରୁ ବିଜୁ ପଟ୍ଟନାୟକଙ୍କ ଜୟନ୍ତୀ ପାଳନ, ସ୍ଥାନ: ଗାନ୍ଧି ପାର୍କ, ସମୟ: ଅପରାହ୍ନ ୫ଟା — [26, 1451, 223, 1529]
event-item: • ଷ୍ଟେଟ୍ ବିଜନେସ୍ ଲିଡରସିପ୍ ଆୱାର୍ଡ-୨୦୨୪, ସ୍ଥାନ: ହୋଟେଲ, ସମୟ: ସନ୍ଧ୍ୟା ୬ଟା — [26, 758, 223, 817]
color-registration-dot — [748, 2318, 760, 2330]
event-item: • ପଞ୍ଚାୟତିରାଜ ଓ ଲୋକସେବା ଦିବସ, ସ୍ଥାନ: ଜିଲ୍ଲା ପରିଷଦ, ସମୟ: ପୂର୍ବାହ୍ନ ୧୦ଟା — [694, 807, 891, 866]
event-item: • ଆଦିବାସୀ ସାଂସ୍କୃତିକ ଉତ୍ସବ, ସ୍ଥାନ: ଭବାନୀପାଟଣା, ସମୟ: ପୂର୍ବାହ୍ନ ୧୦ଟା — [694, 934, 891, 973]
event-item: • ଜିଲ୍ଲାସ୍ତରୀୟ ପଞ୍ଚାୟତିରାଜ ଦିବସ, ସ୍ଥାନ: ଜିଲ୍ଲା ପରିଷଦ, ସମୟ: ପୂର୍ବାହ୍ନ ୧୧ଟା — [472, 956, 669, 1015]
sign-forecast: କର୍ମକ୍ଷେତ୍ରରେ କାର୍ଯ୍ୟ ପରିଶ୍ରମ ବୃଦ୍ଧି ପାଇବ। ଗୃହ ସମ୍ପର୍କୀୟ ବିଷୟରେ ସାବଧାନ ରୁହନ୍ତୁ। ବ୍ୟବସାୟୀ ବର୍ଗଙ୍କ ପାଇଁ ଦିନଟି ଅନୁକୂଳ। — [1208, 400, 1444, 451]
sign-name-badge: କନ୍ୟା — [1126, 1011, 1198, 1033]
event-item: • ପ୍ରବାଦ ପୁରୁଷ ବିଜୁ ପଟ୍ଟନାୟକଙ୍କ ଜୟନ୍ତୀ, ସ୍ଥାନ: ସୂଚନା ଭବନ, ସମୟ: ପୂର୍ବାହ୍ନ ୧୧ଟା — [26, 698, 223, 757]
event-list — [237, 1120, 446, 1321]
event-list — [237, 1762, 446, 1922]
color-registration-dot — [308, 2318, 320, 2330]
district-heading: କଳାହାଣ୍ଡି — [682, 908, 769, 935]
sign-forecast: ଦିନ ଶେଷରେ ଆର୍ଥିକ ଅବସ୍ଥାରେ ଉନ୍ନତି ହେବ। ଶିକ୍ଷାର୍ଥୀଙ୍କ ପାଇଁ ଦିନଟି ଶୁଭ। ପରିବାରରେ ଶାନ୍ତି ବଜାୟ ରହିବ। — [1208, 1160, 1450, 1211]
event-item: • ବିଜୁ ପଟ୍ଟନାୟକଙ୍କ ପ୍ରତିମୂର୍ତ୍ତିରେ ମାଲ୍ୟାର୍ପଣ, ସ୍ଥାନ: କେନ୍ଦ୍ରାପଡ଼ା, ସମୟ: ସକାଳ ୮ଟା — [917, 1069, 1114, 1128]
event-item: • ଓଡ଼ିଶୀ ନୃତ୍ୟ ଶିକ୍ଷାଦାନ ପରମ୍ପରା ନୃତ୍ୟ ଓ ସଙ୍ଗୀତ ଉତ୍ସବ ‘ନାଦବିନ୍ଦୁ’, ସ୍ଥାନ: ଭଞ୍ଜକଳା ମଣ୍ଡପ, ସମୟ: ସନ୍ଧ୍ୟା ୬ଟା — [26, 819, 223, 897]
date-line-2: ୫ ମାର୍ଚ୍ଚ, ୨୦୨୪ — [240, 51, 355, 75]
sign-name-badge: ବିଛା — [1126, 1315, 1198, 1337]
district-heading: ଅନୁଗୋଳ — [905, 854, 987, 880]
horoscope-title: ଆଜିର ରାଶିଫଳ — [1124, 124, 1462, 172]
event-item: • ରକ୍ତଦାନ ଶିବିର, ସ୍ଥାନ: ମୈତ୍ରୀ ସଦନ, ସମୟ: ସକାଳ ୮ଟା ୩୦ — [472, 686, 669, 725]
event-list — [682, 190, 891, 331]
event-item: • ପ୍ରବାଦ ପୁରୁଷ ବିଜୁ ପଟ୍ଟନାୟକଙ୍କ ଜୟନ୍ତୀ ଅବସରରେ ରକ୍ତଦାନ ଶିବିର, ସ୍ଥାନ: ଜିଲ୍ଲା ମୁଖ୍ୟ ଚିକିତ୍ସାଳୟ, ସମୟ: ସକାଳ ୯ଟା — [694, 727, 891, 805]
zodiac-icon: ♍ — [1134, 1037, 1194, 1097]
event-item: • ବିଜୁ ଜୟନ୍ତୀ, ସ୍ଥାନ: ରାଜଗାଙ୍ଗପୁର, ସମୟ: ସକାଳ ୮ଟା — [694, 292, 891, 331]
event-item: • ପଞ୍ଚାୟତିରାଜ ଦିବସ ପାଳନ, ସ୍ଥାନ: ଜିଲ୍ଲା ପରିଷଦ କାର୍ଯ୍ୟାଳୟ, ସମୟ: ପୂର୍ବାହ୍ନ ୧୦ଟା — [249, 1120, 446, 1179]
sign-list — [1124, 239, 1462, 2063]
sign-entry — [1124, 1455, 1462, 1607]
event-item: • ଆର୍ଟ ଆଣ୍ଡ କ୍ରାଫ୍ଟ ମେଳା, ସ୍ଥାନ: ସିଭିଲ ଟାଉନସିପ, ସମୟ: ଅପରାହ୍ନ ୫ଟା — [694, 501, 891, 560]
zodiac-icon: ♏ — [1134, 1341, 1194, 1401]
event-item: • ଶାସ୍ତ୍ରୀୟ ସଙ୍ଗୀତ ପ୍ରତିଯୋଗିତା, ସ୍ଥାନ: ଟାଉନ୍ ହଲ୍, ସମୟ: ପୂର୍ବାହ୍ନ ୧୦ଟା — [472, 417, 669, 476]
event-item: • ବିଜୁ ଜୟନ୍ତୀ, ସ୍ଥାନ: ଜି.ଉଦୟଗିରି ଷ୍ଟାଡିୟମ, ସମୟ: ମଧ୍ୟାହ୍ନ ୧୨ଟା — [249, 719, 446, 758]
horoscope-panel — [1124, 124, 1462, 2314]
event-list — [460, 686, 669, 928]
event-list — [682, 358, 891, 620]
zodiac-icon: ♌ — [1134, 885, 1194, 945]
district-heading: ବରଗଡ଼ — [459, 930, 525, 956]
event-list — [905, 190, 1114, 309]
